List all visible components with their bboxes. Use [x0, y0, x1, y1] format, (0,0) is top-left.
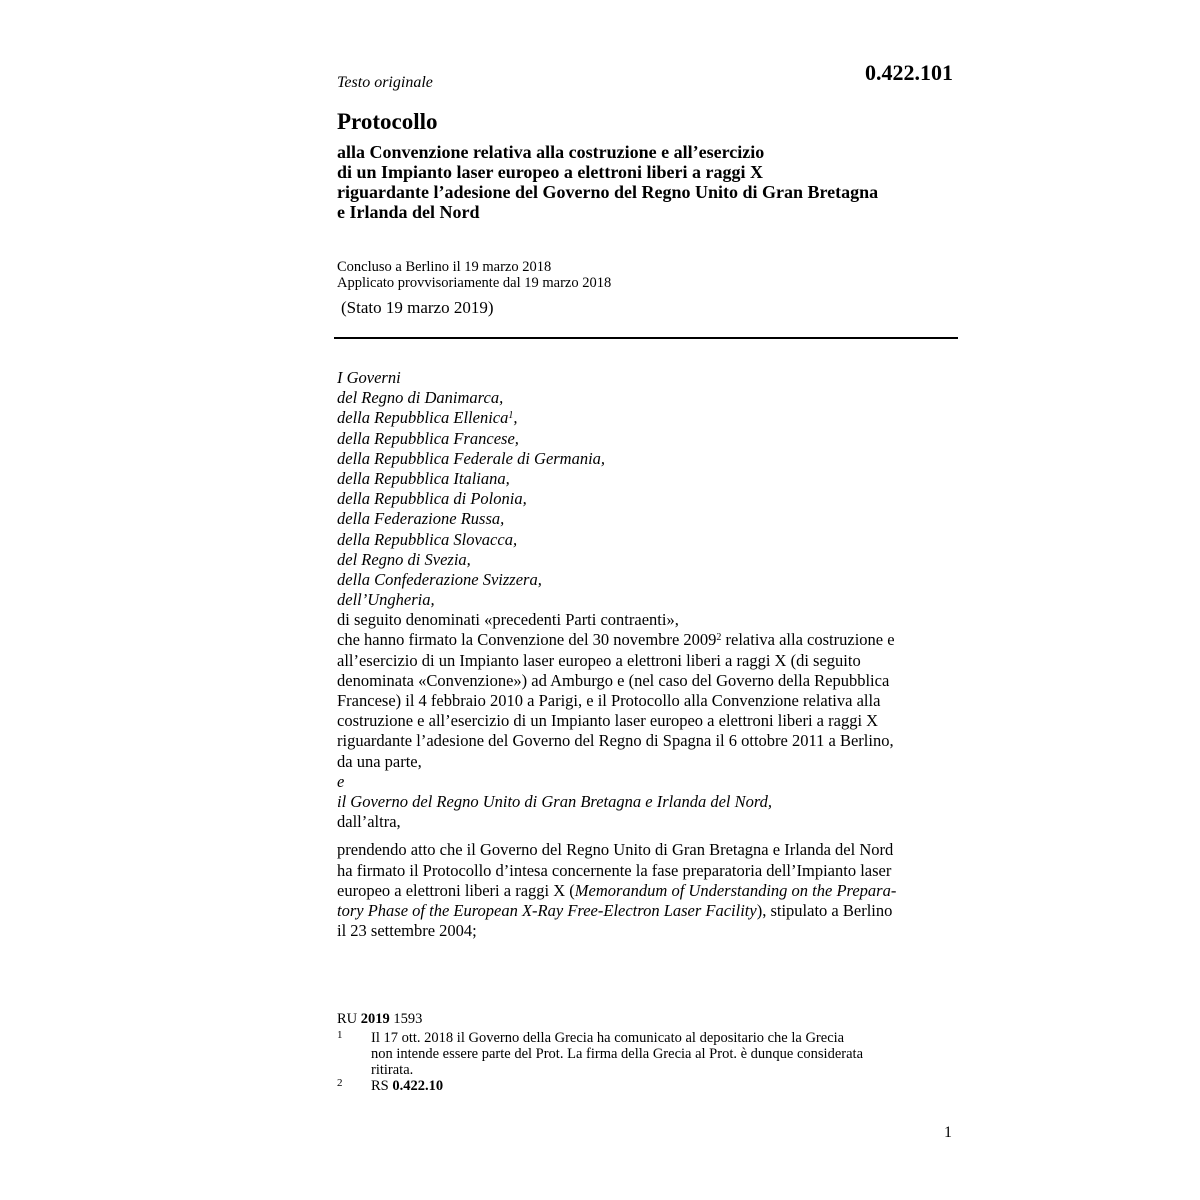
- memorandum-title: tory Phase of the European X-Ray Free-Electron Laser Facility: [337, 900, 757, 920]
- party-item: della Repubblica di Polonia,: [337, 489, 527, 509]
- preamble: [337, 368, 957, 941]
- paragraph-gap: [337, 832, 957, 840]
- footnote-prefix: RS: [371, 1078, 393, 1094]
- signed-line: riguardante l’adesione del Governo del Regno di Spagna il 6 ottobre 2011 a Berlino,: [337, 731, 894, 751]
- original-text-label: Testo originale: [337, 74, 433, 91]
- footnote-line: Il 17 ott. 2018 il Governo della Grecia ha comunicato al depositario che la Grecia: [371, 1030, 845, 1046]
- applied-date: Applicato provvisoriamente dal 19 marzo 2018: [337, 275, 612, 291]
- signed-text: che hanno firmato la Convenzione del 30 novembre 2009: [337, 630, 717, 650]
- concluded-date: Concluso a Berlino il 19 marzo 2018: [337, 259, 552, 275]
- party-item: della Repubblica Italiana,: [337, 468, 510, 488]
- footnote-line: non intende essere parte del Prot. La firma della Grecia al Prot. è dunque considerata: [371, 1046, 864, 1062]
- party-name: della Repubblica Ellenica: [337, 408, 509, 428]
- signed-line: da una parte,: [337, 751, 422, 771]
- denomination-line: di seguito denominati «precedenti Parti contraenti»,: [337, 610, 679, 630]
- party-comma: ,: [513, 408, 518, 428]
- footnote-2: [337, 1078, 957, 1094]
- subtitle-line: e Irlanda del Nord: [337, 202, 480, 222]
- signed-text: relativa alla costruzione e: [721, 630, 895, 650]
- subtitle-line: riguardante l’adesione del Governo del Regno Unito di Gran Bretagna: [337, 182, 879, 202]
- noting-line: [337, 881, 957, 901]
- noting-line: il 23 settembre 2004;: [337, 921, 477, 941]
- ru-year: 2019: [360, 1011, 390, 1027]
- page-number: 1: [944, 1124, 952, 1141]
- noting-line: [337, 901, 957, 921]
- uk-government: il Governo del Regno Unito di Gran Bretagna e Irlanda del Nord,: [337, 791, 773, 811]
- party-item: [337, 408, 957, 428]
- signed-line: Francese) il 4 febbraio 2010 a Parigi, e il Protocollo alla Convenzione relativa alla: [337, 691, 881, 710]
- noting-text: ), stipulato a Berlino: [756, 900, 893, 920]
- footnote-1: [337, 1030, 957, 1078]
- ru-prefix: RU: [337, 1011, 361, 1027]
- signed-line: costruzione e all’esercizio di un Impianto laser europeo a elettroni liberi a raggi X: [337, 711, 879, 731]
- party-item: della Repubblica Slovacca,: [337, 529, 518, 549]
- document-title: Protocollo: [337, 109, 438, 134]
- party-item: della Confederazione Svizzera,: [337, 569, 542, 589]
- memorandum-title: Memorandum of Understanding on the Prepara-: [574, 880, 897, 900]
- sr-number: 0.422.101: [865, 60, 953, 85]
- noting-line: prendendo atto che il Governo del Regno Unito di Gran Bretagna e Irlanda del Nord: [337, 840, 894, 860]
- signed-line: [337, 630, 957, 650]
- conjunction: e: [337, 771, 345, 791]
- footnotes: [337, 1011, 957, 1094]
- header-divider: [334, 337, 958, 339]
- ru-page: 1593: [389, 1011, 423, 1027]
- noting-text: europeo a elettroni liberi a raggi X (: [337, 880, 575, 900]
- conclusion-info: [337, 259, 957, 291]
- other-side: dall’altra,: [337, 812, 401, 832]
- party-item: del Regno di Svezia,: [337, 549, 471, 569]
- footnote-number: 2: [337, 1077, 343, 1089]
- noting-line: ha firmato il Protocollo d’intesa concernente la fase preparatoria dell’Impianto laser: [337, 860, 892, 880]
- footnote-link-sr[interactable]: 0.422.10: [392, 1078, 444, 1094]
- footnote-number: 1: [337, 1029, 343, 1041]
- subtitle-line: di un Impianto laser europeo a elettroni liberi a raggi X: [337, 162, 763, 182]
- footnote-line: ritirata.: [371, 1062, 414, 1078]
- ru-reference: [337, 1011, 957, 1027]
- party-item: della Federazione Russa,: [337, 509, 505, 529]
- party-item: del Regno di Danimarca,: [337, 388, 504, 408]
- signed-line: all’esercizio di un Impianto laser europeo a elettroni liberi a raggi X (di seguito: [337, 650, 861, 670]
- subtitle-line: alla Convenzione relativa alla costruzione e all’esercizio: [337, 142, 765, 162]
- party-item: della Repubblica Francese,: [337, 428, 519, 448]
- footnote-ref-2[interactable]: 2: [716, 632, 722, 644]
- governments-intro: I Governi: [337, 368, 401, 387]
- document-subtitle: [337, 142, 957, 222]
- party-item: dell’Ungheria,: [337, 590, 435, 610]
- status-date: (Stato 19 marzo 2019): [341, 298, 494, 317]
- signed-line: denominata «Convenzione») ad Amburgo e (nel caso del Governo della Repubblica: [337, 670, 890, 690]
- party-item: della Repubblica Federale di Germania,: [337, 448, 606, 468]
- footnote-ref-1[interactable]: 1: [508, 410, 514, 422]
